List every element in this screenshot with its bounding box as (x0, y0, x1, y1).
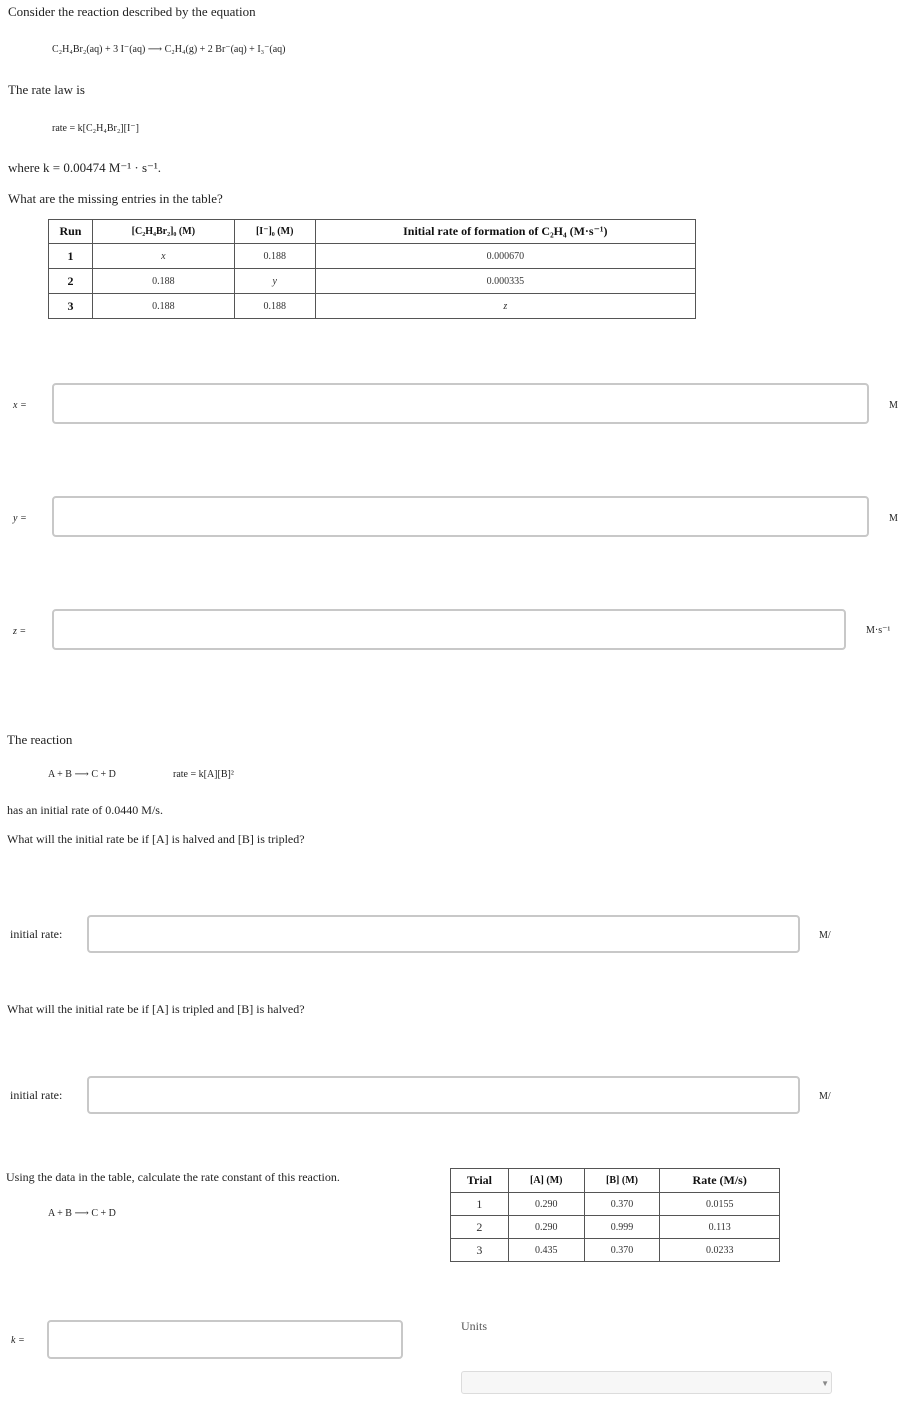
q1-cell: 0.000670 (315, 244, 695, 269)
table-row (451, 1193, 780, 1216)
q2b-answer-label: initial rate: (10, 1088, 63, 1102)
q1-cell: x (92, 244, 234, 269)
q1-rate-law-label: The rate law is (8, 82, 85, 97)
q2a-rate-input[interactable] (87, 915, 800, 953)
x-input[interactable] (52, 383, 869, 424)
q2-intro: The reaction (7, 732, 73, 747)
y-input[interactable] (52, 496, 869, 537)
q1-table (48, 219, 696, 319)
q3-question: Using the data in the table, calculate the rate constant of this reaction. (6, 1170, 340, 1184)
q1-cell: 0.188 (92, 294, 234, 319)
q2-question-b: What will the initial rate be if [A] is tripled and [B] is halved? (7, 1002, 305, 1016)
q1-question: What are the missing entries in the table? (8, 191, 223, 206)
q3-cell: 0.0155 (660, 1193, 780, 1216)
q1-cell: 0.188 (92, 269, 234, 294)
q1-header-run: Run (49, 220, 93, 244)
q3-cell: 0.370 (584, 1193, 660, 1216)
q3-header-rate: Rate (M/s) (660, 1169, 780, 1193)
y-label: y = (13, 513, 27, 524)
q2-question-a: What will the initial rate be if [A] is halved and [B] is tripled? (7, 832, 305, 846)
q1-header-c2h4br2: [C₂H₄Br₂]₀ (M) (92, 220, 234, 244)
table-row (451, 1216, 780, 1239)
q1-cell: 0.188 (234, 294, 315, 319)
q3-cell: 2 (451, 1216, 509, 1239)
q1-rate-law: rate = k[C₂H₄Br₂][I⁻] (52, 123, 139, 134)
x-unit: M (889, 400, 898, 411)
q2-equation: A + B ⟶ C + D (48, 769, 116, 780)
z-label: z = (13, 626, 27, 637)
table-row (49, 294, 696, 319)
q3-cell: 0.999 (584, 1216, 660, 1239)
q1-cell: 2 (49, 269, 93, 294)
q1-cell: y (234, 269, 315, 294)
k-label: k = (11, 1335, 25, 1346)
table-row (49, 244, 696, 269)
q1-cell: z (315, 294, 695, 319)
y-unit: M (889, 513, 898, 524)
q1-cell: 0.188 (234, 244, 315, 269)
q3-header-trial: Trial (451, 1169, 509, 1193)
q3-header-b: [B] (M) (584, 1169, 660, 1193)
q1-cell: 0.000335 (315, 269, 695, 294)
chevron-down-icon: ▼ (821, 1379, 829, 1388)
q2-rate-law: rate = k[A][B]² (173, 769, 234, 780)
z-unit: M·s⁻¹ (866, 625, 891, 636)
q2b-rate-input[interactable] (87, 1076, 800, 1114)
units-label: Units (461, 1319, 488, 1333)
x-label: x = (13, 400, 27, 411)
q2a-unit: M/ (819, 930, 831, 941)
k-input[interactable] (47, 1320, 403, 1359)
q3-cell: 1 (451, 1193, 509, 1216)
q1-equation: C₂H₄Br₂(aq) + 3 I⁻(aq) ⟶ C₂H₄(g) + 2 Br⁻(aq) + I₃⁻(aq) (52, 44, 286, 55)
table-row (49, 269, 696, 294)
q3-cell: 3 (451, 1239, 509, 1262)
q3-equation: A + B ⟶ C + D (48, 1208, 116, 1219)
q1-rate-constant: where k = 0.00474 M⁻¹ · s⁻¹. (8, 160, 162, 175)
q3-header-a: [A] (M) (508, 1169, 584, 1193)
q1-header-iodide: [I⁻]₀ (M) (234, 220, 315, 244)
q1-cell: 3 (49, 294, 93, 319)
table-row (451, 1239, 780, 1262)
q3-cell: 0.370 (584, 1239, 660, 1262)
q3-cell: 0.290 (508, 1193, 584, 1216)
q2a-answer-label: initial rate: (10, 927, 63, 941)
z-input[interactable] (52, 609, 846, 650)
q3-cell: 0.113 (660, 1216, 780, 1239)
q1-header-rate: Initial rate of formation of C₂H₄ (M·s⁻¹) (315, 220, 695, 244)
q3-cell: 0.435 (508, 1239, 584, 1262)
q3-table (450, 1168, 780, 1262)
q2b-unit: M/ (819, 1091, 831, 1102)
q3-cell: 0.290 (508, 1216, 584, 1239)
q1-cell: 1 (49, 244, 93, 269)
units-select[interactable] (461, 1371, 832, 1394)
q1-intro: Consider the reaction described by the equation (8, 4, 256, 19)
q3-cell: 0.0233 (660, 1239, 780, 1262)
q2-initial-rate-text: has an initial rate of 0.0440 M/s. (7, 803, 163, 817)
